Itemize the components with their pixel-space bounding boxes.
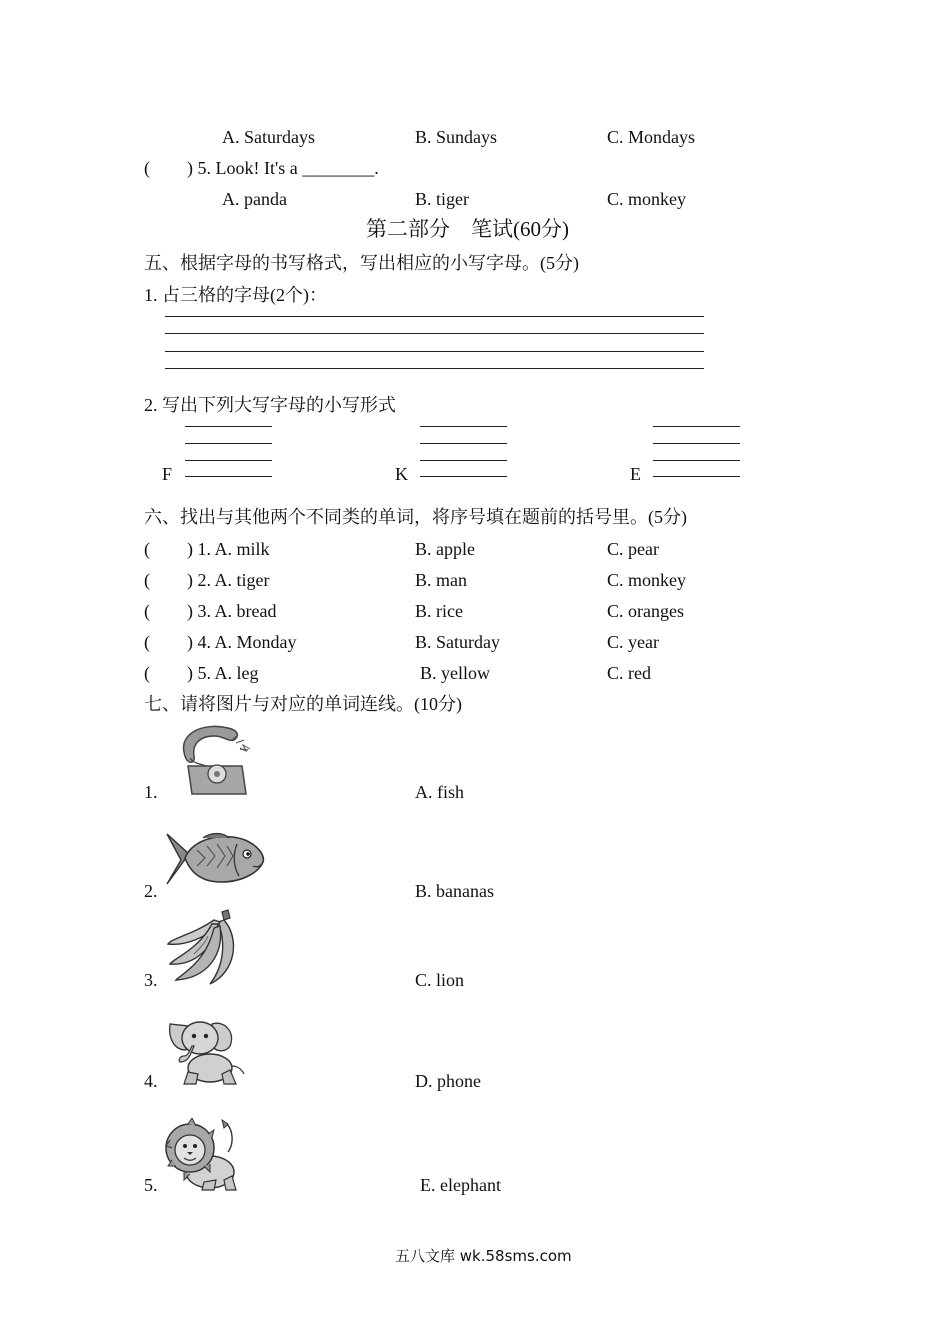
option-a: ) 3. A. bread [187,601,277,621]
phone-picture[interactable] [172,722,262,796]
lion-picture[interactable] [164,1118,244,1194]
option-b: B. man [415,570,467,590]
writing-line [165,351,704,352]
writing-line [653,426,740,427]
match-number: 2. [144,881,158,901]
option-c: C. red [607,663,651,683]
q4-item5-stem: ) 5. Look! It's a ________. [187,158,379,178]
section7-heading: 七、请将图片与对应的单词连线。(10分) [144,694,462,714]
fish-picture[interactable] [163,830,267,890]
option-b: B. yellow [420,663,490,683]
answer-paren[interactable]: ( [144,663,150,683]
writing-line [653,476,740,477]
answer-paren[interactable]: ( [144,601,150,621]
option-c: C. year [607,632,659,652]
writing-line [653,443,740,444]
q4-item4-option-b: B. Sundays [415,127,498,147]
match-word[interactable]: E. elephant [420,1175,501,1195]
q4-item4-option-a: A. Saturdays [222,127,315,147]
match-number: 4. [144,1071,158,1091]
writing-line [165,333,704,334]
q4-item5-option-a: A. panda [222,189,287,209]
footer-watermark: 五八文库 wk.58sms.com [395,1247,572,1265]
writing-line [165,368,704,369]
bananas-picture[interactable] [164,908,244,988]
writing-line [185,426,272,427]
q4-item5-paren: ( [144,158,150,178]
option-a: ) 1. A. milk [187,539,270,559]
writing-line [420,476,507,477]
option-c: C. oranges [607,601,684,621]
q4-item5-option-b: B. tiger [415,189,469,209]
section5-q1-label: 1. 占三格的字母(2个)： [144,285,327,305]
answer-paren[interactable]: ( [144,570,150,590]
section5-heading: 五、根据字母的书写格式，写出相应的小写字母。(5分) [144,253,579,273]
writing-line [420,426,507,427]
answer-paren[interactable]: ( [144,632,150,652]
option-c: C. pear [607,539,659,559]
section5-q2-label: 2. 写出下列大写字母的小写形式 [144,395,396,415]
q4-item5-option-c: C. monkey [607,189,686,209]
option-a: ) 2. A. tiger [187,570,270,590]
writing-line [653,460,740,461]
writing-line [185,460,272,461]
match-word[interactable]: C. lion [415,970,465,990]
match-word[interactable]: A. fish [415,782,464,802]
letter-k: K [395,464,408,484]
match-word[interactable]: D. phone [415,1071,481,1091]
writing-line [185,476,272,477]
q4-item4-option-c: C. Mondays [607,127,696,147]
match-word[interactable]: B. bananas [415,881,494,901]
answer-paren[interactable]: ( [144,539,150,559]
section6-heading: 六、找出与其他两个不同类的单词，将序号填在题前的括号里。(5分) [144,507,687,527]
option-b: B. Saturday [415,632,500,652]
letter-f: F [162,464,173,484]
option-b: B. apple [415,539,475,559]
letter-e: E [630,464,641,484]
part-two-title: 第二部分 笔试(60分) [366,217,569,241]
writing-line [165,316,704,317]
option-a: ) 5. A. leg [187,663,259,683]
writing-line [420,443,507,444]
match-number: 5. [144,1175,158,1195]
option-a: ) 4. A. Monday [187,632,297,652]
match-number: 1. [144,782,158,802]
elephant-picture[interactable] [166,1016,246,1088]
option-c: C. monkey [607,570,686,590]
match-number: 3. [144,970,158,990]
writing-line [185,443,272,444]
option-b: B. rice [415,601,463,621]
writing-line [420,460,507,461]
